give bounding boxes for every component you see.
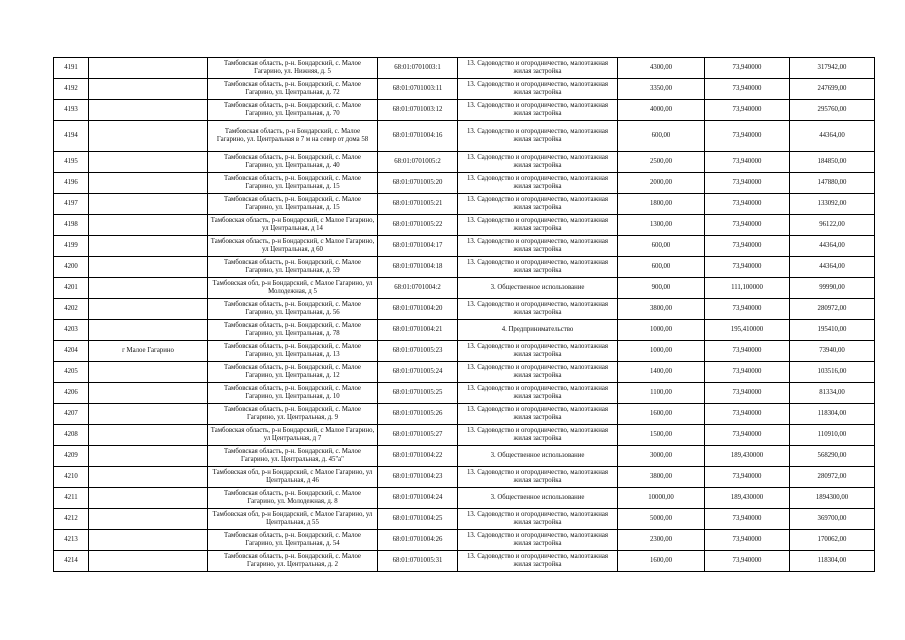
address-cell: Тамбовская область, р-н. Бондарский, с. Малое Гагарино, ул. Центральная, д. 54 bbox=[208, 530, 378, 551]
table-row bbox=[54, 404, 875, 425]
cadastral-number-cell: 68:01:0701005:23 bbox=[378, 341, 458, 362]
cadastral-value-cell: 44364,00 bbox=[790, 121, 875, 152]
locality-label: г Малое Гагарино bbox=[122, 347, 174, 354]
area-cell: 1000,00 bbox=[618, 341, 705, 362]
area-cell: 4300,00 bbox=[618, 58, 705, 79]
specific-value-cell: 189,430000 bbox=[705, 488, 790, 509]
specific-value-cell: 73,940000 bbox=[705, 467, 790, 488]
area-cell: 2000,00 bbox=[618, 173, 705, 194]
specific-value-cell: 73,940000 bbox=[705, 257, 790, 278]
locality-cell bbox=[89, 173, 208, 194]
cadastral-number-cell: 68:01:0701004:18 bbox=[378, 257, 458, 278]
cadastral-number-cell: 68:01:0701005:22 bbox=[378, 215, 458, 236]
locality-cell bbox=[89, 278, 208, 299]
address-cell: Тамбовская область, р-н. Бондарский, с. Малое Гагарино, ул. Центральная, д. 72 bbox=[208, 79, 378, 100]
table-row bbox=[54, 194, 875, 215]
address-cell: Тамбовская область, р-н. Бондарский, с. Малое Гагарино, ул. Центральная, д. 15 bbox=[208, 194, 378, 215]
cadastral-number-cell: 68:01:0701005:24 bbox=[378, 362, 458, 383]
row-number: 4198 bbox=[54, 215, 89, 236]
cadastral-value-cell: 44364,00 bbox=[790, 236, 875, 257]
address-cell: Тамбовская область, р-н Бондарский, с Малое Гагарино, ул Центральная, д 14 bbox=[208, 215, 378, 236]
specific-value-cell: 189,430000 bbox=[705, 446, 790, 467]
address-cell: Тамбовская область, р-н. Бондарский, с. Малое Гагарино, ул. Центральная, д. 45"а" bbox=[208, 446, 378, 467]
locality-cell bbox=[89, 425, 208, 446]
cadastral-number-cell: 68:01:0701004:17 bbox=[378, 236, 458, 257]
cadastral-value-cell: 133092,00 bbox=[790, 194, 875, 215]
table-row bbox=[54, 215, 875, 236]
land-use-cell: 13. Садоводство и огородничество, малоэтажная жилая застройка bbox=[458, 362, 618, 383]
locality-cell bbox=[89, 467, 208, 488]
table-row bbox=[54, 299, 875, 320]
table-row bbox=[54, 341, 875, 362]
cadastral-number-cell: 68:01:0701005:20 bbox=[378, 173, 458, 194]
locality-cell bbox=[89, 58, 208, 79]
cadastral-value-cell: 247699,00 bbox=[790, 79, 875, 100]
cadastral-value-cell: 103516,00 bbox=[790, 362, 875, 383]
locality-cell bbox=[89, 530, 208, 551]
area-cell: 1300,00 bbox=[618, 215, 705, 236]
land-use-cell: 13. Садоводство и огородничество, малоэтажная жилая застройка bbox=[458, 341, 618, 362]
area-cell: 5000,00 bbox=[618, 509, 705, 530]
row-number: 4200 bbox=[54, 257, 89, 278]
locality-cell bbox=[89, 79, 208, 100]
locality-cell bbox=[89, 383, 208, 404]
land-use-cell: 13. Садоводство и огородничество, малоэтажная жилая застройка bbox=[458, 425, 618, 446]
address-cell: Тамбовская область, р-н. Бондарский, с. Малое Гагарино, ул. Центральная, д. 78 bbox=[208, 320, 378, 341]
land-use-cell: 3. Общественное использование bbox=[458, 488, 618, 509]
area-cell: 1400,00 bbox=[618, 362, 705, 383]
locality-cell bbox=[89, 257, 208, 278]
specific-value-cell: 73,940000 bbox=[705, 551, 790, 572]
cadastral-value-cell: 118304,00 bbox=[790, 551, 875, 572]
land-use-cell: 13. Садоводство и огородничество, малоэтажная жилая застройка bbox=[458, 79, 618, 100]
cadastral-value-cell: 317942,00 bbox=[790, 58, 875, 79]
table-row bbox=[54, 152, 875, 173]
address-cell: Тамбовская область, р-н. Бондарский, с. Малое Гагарино, ул. Центральная, д. 56 bbox=[208, 299, 378, 320]
address-cell: Тамбовская обл, р-н Бондарский, с Малое Гагарино, ул Центральная, д 55 bbox=[208, 509, 378, 530]
specific-value-cell: 73,940000 bbox=[705, 383, 790, 404]
land-use-cell: 3. Общественное использование bbox=[458, 278, 618, 299]
area-cell: 1500,00 bbox=[618, 425, 705, 446]
row-number: 4203 bbox=[54, 320, 89, 341]
row-number: 4195 bbox=[54, 152, 89, 173]
area-cell: 4000,00 bbox=[618, 100, 705, 121]
land-use-cell: 13. Садоводство и огородничество, малоэтажная жилая застройка bbox=[458, 100, 618, 121]
land-use-cell: 13. Садоводство и огородничество, малоэтажная жилая застройка bbox=[458, 215, 618, 236]
area-cell: 1600,00 bbox=[618, 404, 705, 425]
specific-value-cell: 73,940000 bbox=[705, 404, 790, 425]
row-number: 4212 bbox=[54, 509, 89, 530]
row-number: 4214 bbox=[54, 551, 89, 572]
cadastral-number-cell: 68:01:0701004:24 bbox=[378, 488, 458, 509]
area-cell: 2300,00 bbox=[618, 530, 705, 551]
row-number: 4205 bbox=[54, 362, 89, 383]
row-number: 4196 bbox=[54, 173, 89, 194]
locality-cell bbox=[89, 509, 208, 530]
address-cell: Тамбовская обл, р-н Бондарский, с Малое Гагарино, ул Молодежная, д 5 bbox=[208, 278, 378, 299]
row-number: 4204 bbox=[54, 341, 89, 362]
address-cell: Тамбовская область, р-н. Бондарский, с. Малое Гагарино, ул. Центральная, д. 10 bbox=[208, 383, 378, 404]
cadastral-number-cell: 68:01:0701003:12 bbox=[378, 100, 458, 121]
row-number: 4192 bbox=[54, 79, 89, 100]
specific-value-cell: 73,940000 bbox=[705, 152, 790, 173]
table-row bbox=[54, 467, 875, 488]
cadastral-value-cell: 369700,00 bbox=[790, 509, 875, 530]
table-row bbox=[54, 121, 875, 152]
cadastral-value-cell: 118304,00 bbox=[790, 404, 875, 425]
row-number: 4209 bbox=[54, 446, 89, 467]
cadastral-number-cell: 68:01:0701005:27 bbox=[378, 425, 458, 446]
locality-cell bbox=[89, 446, 208, 467]
cadastral-number-cell: 68:01:0701004:22 bbox=[378, 446, 458, 467]
locality-cell bbox=[89, 100, 208, 121]
locality-cell bbox=[89, 215, 208, 236]
row-number: 4210 bbox=[54, 467, 89, 488]
table-row bbox=[54, 100, 875, 121]
cadastral-value-cell: 184850,00 bbox=[790, 152, 875, 173]
cadastral-value-cell: 81334,00 bbox=[790, 383, 875, 404]
table-row bbox=[54, 173, 875, 194]
row-number: 4207 bbox=[54, 404, 89, 425]
address-cell: Тамбовская область, р-н. Бондарский, с. Малое Гагарино, ул. Центральная, д. 9 bbox=[208, 404, 378, 425]
specific-value-cell: 73,940000 bbox=[705, 215, 790, 236]
specific-value-cell: 111,100000 bbox=[705, 278, 790, 299]
locality-cell bbox=[89, 194, 208, 215]
cadastral-number-cell: 68:01:0701003:1 bbox=[378, 58, 458, 79]
specific-value-cell: 73,940000 bbox=[705, 530, 790, 551]
locality-cell bbox=[89, 299, 208, 320]
table-row bbox=[54, 278, 875, 299]
area-cell: 900,00 bbox=[618, 278, 705, 299]
land-use-cell: 4. Предпринимательство bbox=[458, 320, 618, 341]
specific-value-cell: 73,940000 bbox=[705, 236, 790, 257]
area-cell: 3000,00 bbox=[618, 446, 705, 467]
row-number: 4193 bbox=[54, 100, 89, 121]
cadastral-number-cell: 68:01:0701004:23 bbox=[378, 467, 458, 488]
area-cell: 600,00 bbox=[618, 121, 705, 152]
table-row bbox=[54, 257, 875, 278]
land-use-cell: 13. Садоводство и огородничество, малоэтажная жилая застройка bbox=[458, 551, 618, 572]
land-use-cell: 13. Садоводство и огородничество, малоэтажная жилая застройка bbox=[458, 257, 618, 278]
area-cell: 3800,00 bbox=[618, 467, 705, 488]
land-use-cell: 13. Садоводство и огородничество, малоэтажная жилая застройка bbox=[458, 509, 618, 530]
cadastral-number-cell: 68:01:0701004:25 bbox=[378, 509, 458, 530]
land-use-cell: 13. Садоводство и огородничество, малоэтажная жилая застройка bbox=[458, 299, 618, 320]
address-cell: Тамбовская область, р-н. Бондарский, с. Малое Гагарино, ул. Молодежная, д. 8 bbox=[208, 488, 378, 509]
cadastral-value-cell: 96122,00 bbox=[790, 215, 875, 236]
cadastral-value-cell: 280972,00 bbox=[790, 467, 875, 488]
area-cell: 10000,00 bbox=[618, 488, 705, 509]
area-cell: 1800,00 bbox=[618, 194, 705, 215]
row-number: 4202 bbox=[54, 299, 89, 320]
cadastral-value-cell: 280972,00 bbox=[790, 299, 875, 320]
cadastral-value-cell: 147880,00 bbox=[790, 173, 875, 194]
table-row bbox=[54, 509, 875, 530]
land-use-cell: 13. Садоводство и огородничество, малоэтажная жилая застройка bbox=[458, 194, 618, 215]
row-number: 4211 bbox=[54, 488, 89, 509]
table-row bbox=[54, 362, 875, 383]
area-cell: 2500,00 bbox=[618, 152, 705, 173]
specific-value-cell: 73,940000 bbox=[705, 194, 790, 215]
land-use-cell: 13. Садоводство и огородничество, малоэтажная жилая застройка bbox=[458, 173, 618, 194]
table-row bbox=[54, 236, 875, 257]
cadastral-value-cell: 99990,00 bbox=[790, 278, 875, 299]
land-use-cell: 13. Садоводство и огородничество, малоэтажная жилая застройка bbox=[458, 152, 618, 173]
specific-value-cell: 73,940000 bbox=[705, 58, 790, 79]
cadastral-value-table bbox=[53, 57, 875, 572]
specific-value-cell: 73,940000 bbox=[705, 362, 790, 383]
specific-value-cell: 73,940000 bbox=[705, 100, 790, 121]
address-cell: Тамбовская область, р-н. Бондарский, с. Малое Гагарино, ул. Центральная, д. 2 bbox=[208, 551, 378, 572]
address-cell: Тамбовская область, р-н. Бондарский, с. Малое Гагарино, ул. Центральная, д. 70 bbox=[208, 100, 378, 121]
area-cell: 600,00 bbox=[618, 236, 705, 257]
specific-value-cell: 73,940000 bbox=[705, 121, 790, 152]
table-row bbox=[54, 79, 875, 100]
address-cell: Тамбовская область, р-н. Бондарский, с. Малое Гагарино, ул. Центральная, д. 59 bbox=[208, 257, 378, 278]
area-cell: 600,00 bbox=[618, 257, 705, 278]
address-cell: Тамбовская область, р-н. Бондарский, с. Малое Гагарино, ул. Нижняя, д. 5 bbox=[208, 58, 378, 79]
area-cell: 1600,00 bbox=[618, 551, 705, 572]
land-use-cell: 13. Садоводство и огородничество, малоэтажная жилая застройка bbox=[458, 530, 618, 551]
address-cell: Тамбовская область, р-н Бондарский, с Малое Гагарино, ул Центральная, д 7 bbox=[208, 425, 378, 446]
cadastral-value-cell: 195410,00 bbox=[790, 320, 875, 341]
specific-value-cell: 73,940000 bbox=[705, 299, 790, 320]
area-cell: 1000,00 bbox=[618, 320, 705, 341]
cadastral-value-cell: 568290,00 bbox=[790, 446, 875, 467]
specific-value-cell: 73,940000 bbox=[705, 173, 790, 194]
locality-cell bbox=[89, 320, 208, 341]
locality-cell bbox=[89, 488, 208, 509]
locality-cell bbox=[89, 341, 208, 362]
cadastral-number-cell: 68:01:0701004:16 bbox=[378, 121, 458, 152]
cadastral-value-cell: 44364,00 bbox=[790, 257, 875, 278]
land-use-cell: 3. Общественное использование bbox=[458, 446, 618, 467]
locality-cell bbox=[89, 362, 208, 383]
address-cell: Тамбовская область, р-н. Бондарский, с. Малое Гагарино, ул. Центральная, д. 13 bbox=[208, 341, 378, 362]
cadastral-number-cell: 68:01:0701005:2 bbox=[378, 152, 458, 173]
row-number: 4197 bbox=[54, 194, 89, 215]
locality-cell bbox=[89, 152, 208, 173]
land-use-cell: 13. Садоводство и огородничество, малоэтажная жилая застройка bbox=[458, 404, 618, 425]
specific-value-cell: 73,940000 bbox=[705, 425, 790, 446]
specific-value-cell: 73,940000 bbox=[705, 341, 790, 362]
land-use-cell: 13. Садоводство и огородничество, малоэтажная жилая застройка bbox=[458, 121, 618, 152]
land-use-cell: 13. Садоводство и огородничество, малоэтажная жилая застройка bbox=[458, 383, 618, 404]
cadastral-value-cell: 110910,00 bbox=[790, 425, 875, 446]
address-cell: Тамбовская обл, р-н Бондарский, с Малое Гагарино, ул Центральная, д 46 bbox=[208, 467, 378, 488]
address-cell: Тамбовская область, р-н Бондарский, с. Малое Гагарино, ул. Центральная в 7 м на север от дома 58 bbox=[208, 121, 378, 152]
cadastral-number-cell: 68:01:0701004:26 bbox=[378, 530, 458, 551]
cadastral-number-cell: 68:01:0701003:11 bbox=[378, 79, 458, 100]
row-number: 4201 bbox=[54, 278, 89, 299]
table-row bbox=[54, 446, 875, 467]
locality-cell bbox=[89, 121, 208, 152]
cadastral-number-cell: 68:01:0701004:21 bbox=[378, 320, 458, 341]
area-cell: 3350,00 bbox=[618, 79, 705, 100]
address-cell: Тамбовская область, р-н. Бондарский, с. Малое Гагарино, ул. Центральная, д. 12 bbox=[208, 362, 378, 383]
cadastral-value-cell: 170062,00 bbox=[790, 530, 875, 551]
cadastral-number-cell: 68:01:0701004:20 bbox=[378, 299, 458, 320]
table-row bbox=[54, 488, 875, 509]
locality-cell bbox=[89, 551, 208, 572]
locality-cell bbox=[89, 404, 208, 425]
land-use-cell: 13. Садоводство и огородничество, малоэтажная жилая застройка bbox=[458, 467, 618, 488]
table-row bbox=[54, 551, 875, 572]
row-number: 4208 bbox=[54, 425, 89, 446]
cadastral-number-cell: 68:01:0701005:25 bbox=[378, 383, 458, 404]
address-cell: Тамбовская область, р-н. Бондарский, с. Малое Гагарино, ул. Центральная, д. 40 bbox=[208, 152, 378, 173]
table-row bbox=[54, 383, 875, 404]
table-row bbox=[54, 320, 875, 341]
land-use-cell: 13. Садоводство и огородничество, малоэтажная жилая застройка bbox=[458, 58, 618, 79]
specific-value-cell: 195,410000 bbox=[705, 320, 790, 341]
cadastral-number-cell: 68:01:0701005:26 bbox=[378, 404, 458, 425]
cadastral-value-cell: 1894300,00 bbox=[790, 488, 875, 509]
row-number: 4194 bbox=[54, 121, 89, 152]
cadastral-number-cell: 68:01:0701005:21 bbox=[378, 194, 458, 215]
area-cell: 3800,00 bbox=[618, 299, 705, 320]
cadastral-number-cell: 68:01:0701004:2 bbox=[378, 278, 458, 299]
specific-value-cell: 73,940000 bbox=[705, 509, 790, 530]
row-number: 4191 bbox=[54, 58, 89, 79]
row-number: 4206 bbox=[54, 383, 89, 404]
area-cell: 1100,00 bbox=[618, 383, 705, 404]
locality-cell bbox=[89, 236, 208, 257]
cadastral-value-cell: 73940,00 bbox=[790, 341, 875, 362]
table-row bbox=[54, 58, 875, 79]
address-cell: Тамбовская область, р-н. Бондарский, с. Малое Гагарино, ул. Центральная, д. 15 bbox=[208, 173, 378, 194]
land-use-cell: 13. Садоводство и огородничество, малоэтажная жилая застройка bbox=[458, 236, 618, 257]
cadastral-value-cell: 295760,00 bbox=[790, 100, 875, 121]
table-body bbox=[54, 58, 875, 572]
row-number: 4213 bbox=[54, 530, 89, 551]
cadastral-number-cell: 68:01:0701005:31 bbox=[378, 551, 458, 572]
row-number: 4199 bbox=[54, 236, 89, 257]
address-cell: Тамбовская область, р-н Бондарский, с Малое Гагарино, ул Центральная, д 60 bbox=[208, 236, 378, 257]
specific-value-cell: 73,940000 bbox=[705, 79, 790, 100]
table-row bbox=[54, 425, 875, 446]
table-row bbox=[54, 530, 875, 551]
